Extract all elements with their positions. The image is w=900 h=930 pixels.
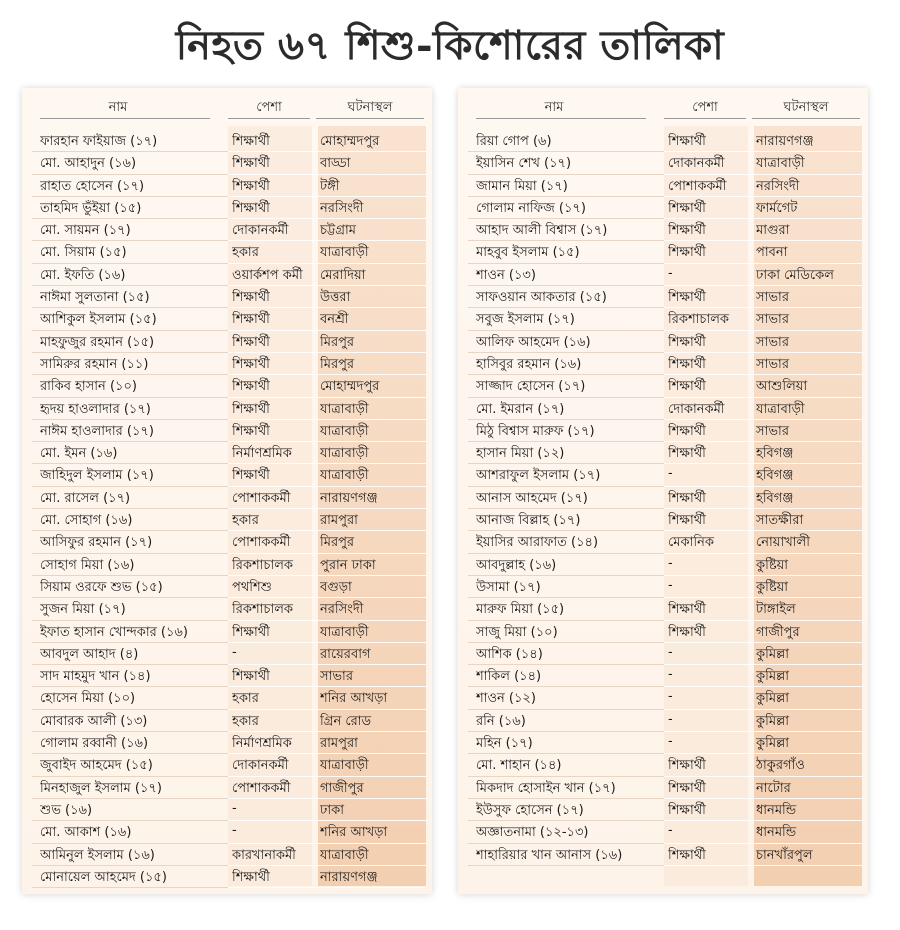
cell-name: সাজ্জাদ হোসেন (১৭) xyxy=(476,379,586,395)
cell-location: মিরপুর xyxy=(320,535,355,551)
cell-location: সাভার xyxy=(756,334,789,350)
cell-location: আশুলিয়া xyxy=(756,379,808,395)
cell-name: জুবাইদ আহমেদ (১৫) xyxy=(40,758,153,774)
cell-name: মো. শাহান (১৪) xyxy=(476,758,562,774)
cell-location: ফার্মগেট xyxy=(756,200,798,216)
cell-occupation: শিক্ষার্থী xyxy=(232,312,270,328)
cell-name: অজ্ঞাতনামা (১২-১৩) xyxy=(476,825,589,841)
cell-location: যাত্রাবাড়ী xyxy=(320,423,369,439)
cell-location: মিরপুর xyxy=(320,334,355,350)
cell-occupation: - xyxy=(668,711,673,727)
cell-name: শাওন (১২) xyxy=(476,691,536,707)
table-row xyxy=(22,442,432,464)
cell-occupation: শিক্ষার্থী xyxy=(668,290,706,306)
table-row xyxy=(22,375,432,397)
right-table xyxy=(458,88,868,894)
cell-occupation: শিক্ষার্থী xyxy=(668,446,706,462)
cell-occupation: শিক্ষার্থী xyxy=(232,669,270,685)
table-header xyxy=(458,88,868,126)
cell-location: গাজীপুর xyxy=(756,624,800,640)
table-row xyxy=(22,152,432,174)
cell-occupation: শিক্ষার্থী xyxy=(668,490,706,506)
table-row xyxy=(458,531,868,553)
cell-occupation: দোকানকর্মী xyxy=(668,401,725,417)
cell-location: হবিগঞ্জ xyxy=(756,490,794,506)
cell-name: নাঈমা সুলতানা (১৫) xyxy=(40,290,150,306)
cell-location: যাত্রাবাড়ী xyxy=(320,468,369,484)
cell-name: হোসেন মিয়া (১০) xyxy=(40,691,136,707)
table-row xyxy=(458,576,868,598)
row-divider xyxy=(32,887,228,888)
header-underline xyxy=(40,118,210,119)
cell-location: হবিগঞ্জ xyxy=(756,468,794,484)
left-table xyxy=(22,88,432,894)
cell-location: কুমিল্লা xyxy=(756,669,790,685)
table-row xyxy=(458,464,868,486)
cell-location: বাড্ডা xyxy=(320,156,351,172)
header-underline xyxy=(316,118,424,119)
cell-occupation: - xyxy=(668,667,673,683)
table-row xyxy=(22,665,432,687)
cell-occupation: শিক্ষার্থী xyxy=(668,602,706,618)
cell-occupation: শিক্ষার্থী xyxy=(232,290,270,306)
cell-occupation: - xyxy=(668,734,673,750)
cell-name: আবদুল আহাদ (৪) xyxy=(40,646,139,662)
table-row xyxy=(458,308,868,330)
header-name: নাম xyxy=(108,100,128,115)
table-row xyxy=(458,687,868,709)
table-row xyxy=(22,264,432,286)
cell-name: সাজু মিয়া (১০) xyxy=(476,624,558,640)
table-row xyxy=(458,732,868,754)
cell-name: মাহফুজুর রহমান (১৫) xyxy=(40,334,155,350)
cell-occupation: রিকশাচালক xyxy=(668,312,729,328)
cell-name: নাঈম হাওলাদার (১৭) xyxy=(40,423,154,439)
cell-occupation: শিক্ষার্থী xyxy=(668,847,706,863)
cell-occupation: শিক্ষার্থী xyxy=(668,624,706,640)
cell-name: জাহিদুল ইসলাম (১৭) xyxy=(40,468,154,484)
cell-location: উত্তরা xyxy=(320,290,351,306)
cell-location: শনির আখড়া xyxy=(320,825,388,841)
cell-name: হৃদয় হাওলাদার (১৭) xyxy=(40,401,151,417)
cell-occupation: শিক্ষার্থী xyxy=(232,423,270,439)
cell-location: ঢাকা মেডিকেল xyxy=(756,267,834,283)
table-row xyxy=(22,464,432,486)
table-row xyxy=(22,687,432,709)
cell-occupation: শিক্ষার্থী xyxy=(668,423,706,439)
cell-occupation: শিক্ষার্থী xyxy=(668,513,706,529)
cell-location: মিরপুর xyxy=(320,356,355,372)
cell-name: আশিক (১৪) xyxy=(476,646,543,662)
cell-occupation: - xyxy=(668,577,673,593)
table-row xyxy=(458,331,868,353)
cell-occupation: শিক্ষার্থী xyxy=(232,134,270,149)
cell-location: নোয়াখালী xyxy=(756,535,810,551)
table-row xyxy=(458,643,868,665)
cell-name: আনাজ বিল্লাহ (১৭) xyxy=(476,513,581,529)
cell-occupation: হকার xyxy=(232,513,259,529)
cell-location: নাটোর xyxy=(756,780,791,796)
header-location: ঘটনাস্থল xyxy=(347,100,393,115)
cell-name: সাদ মাহমুদ খান (১৪) xyxy=(40,669,151,685)
cell-occupation: শিক্ষার্থী xyxy=(668,200,706,216)
table-row xyxy=(22,197,432,219)
cell-location: সাভার xyxy=(756,356,789,372)
cell-location: যাত্রাবাড়ী xyxy=(756,401,805,417)
cell-occupation: পোশাককর্মী xyxy=(668,178,727,194)
cell-name: আনাস আহমেদ (১৭) xyxy=(476,490,588,506)
table-row xyxy=(22,509,432,531)
cell-location: কুমিল্লা xyxy=(756,713,790,729)
header-occupation: পেশা xyxy=(692,100,718,115)
table-row xyxy=(22,531,432,553)
cell-occupation: দোকানকর্মী xyxy=(668,156,725,172)
cell-occupation: শিক্ষার্থী xyxy=(668,379,706,395)
table-header xyxy=(22,88,432,126)
cell-occupation: - xyxy=(668,644,673,660)
cell-occupation: হকার xyxy=(232,713,259,729)
cell-location: সাভার xyxy=(320,669,353,685)
cell-location: কুষ্টিয়া xyxy=(756,579,789,595)
table-row xyxy=(22,308,432,330)
cell-occupation: শিক্ষার্থী xyxy=(232,356,270,372)
table-row xyxy=(458,821,868,843)
cell-name: সবুজ ইসলাম (১৭) xyxy=(476,312,575,328)
header-underline xyxy=(664,118,746,119)
cell-occupation: শিক্ষার্থী xyxy=(668,780,706,796)
cell-occupation: মেকানিক xyxy=(668,535,714,551)
table-row xyxy=(458,754,868,776)
cell-location: নারায়ণগঞ্জ xyxy=(756,134,814,149)
header-underline xyxy=(228,118,310,119)
cell-location: ঠাকুরগাঁও xyxy=(756,758,805,774)
cell-location: গাজীপুর xyxy=(320,780,364,796)
cell-occupation: শিক্ষার্থী xyxy=(232,401,270,417)
cell-occupation: শিক্ষার্থী xyxy=(668,245,706,261)
cell-location: নরসিংদী xyxy=(320,200,364,216)
table-row xyxy=(22,866,432,888)
cell-location: যাত্রাবাড়ী xyxy=(320,847,369,863)
cell-occupation: শিক্ষার্থী xyxy=(668,134,706,149)
cell-location: বগুড়া xyxy=(320,579,352,595)
cell-name: মো. সায়মন (১৭) xyxy=(40,223,131,239)
cell-occupation: শিক্ষার্থী xyxy=(232,178,270,194)
cell-location: মেরাদিয়া xyxy=(320,267,366,283)
table-row xyxy=(458,152,868,174)
cell-name: শাকিল (১৪) xyxy=(476,669,542,685)
cell-location: নারায়ণগঞ্জ xyxy=(320,869,378,885)
table-row xyxy=(458,777,868,799)
cell-name: মো. ইমন (১৬) xyxy=(40,446,118,462)
table-row xyxy=(22,598,432,620)
cell-name: মো. আহাদুন (১৬) xyxy=(40,156,137,172)
cell-occupation: শিক্ষার্থী xyxy=(668,334,706,350)
cell-name: আসিফুর রহমান (১৭) xyxy=(40,535,153,551)
cell-location: সাভার xyxy=(756,423,789,439)
table-row xyxy=(22,420,432,442)
cell-occupation: নির্মাণশ্রমিক xyxy=(232,736,292,752)
table-row xyxy=(458,420,868,442)
cell-name: মিনহাজুল ইসলাম (১৭) xyxy=(40,780,162,796)
cell-name: মিকদাদ হোসাইন খান (১৭) xyxy=(476,780,616,796)
table-body xyxy=(458,130,868,866)
cell-name: সামিরুর রহমান (১১) xyxy=(40,356,149,372)
cell-name: আমিনুল ইসলাম (১৬) xyxy=(40,847,155,863)
cell-name: আলিফ আহমেদ (১৬) xyxy=(476,334,591,350)
cell-name: মহিন (১৭) xyxy=(476,736,533,752)
table-row xyxy=(22,777,432,799)
cell-name: গোলাম রব্বানী (১৬) xyxy=(40,736,149,752)
header-location: ঘটনাস্থল xyxy=(783,100,829,115)
table-row xyxy=(458,130,868,152)
table-row xyxy=(22,219,432,241)
cell-occupation: - xyxy=(668,555,673,571)
cell-occupation: শিক্ষার্থী xyxy=(668,802,706,818)
cell-location: শনির আখড়া xyxy=(320,691,388,707)
cell-name: তাহমিদ ভুঁইয়া (১৫) xyxy=(40,200,142,216)
cell-location: যাত্রাবাড়ী xyxy=(320,446,369,462)
cell-name: শাহারিয়ার খান আনাস (১৬) xyxy=(476,847,623,863)
cell-location: চট্টগ্রাম xyxy=(320,223,356,239)
cell-name: সুজন মিয়া (১৭) xyxy=(40,602,126,618)
cell-name: ইয়াসির আরাফাত (১৪) xyxy=(476,535,599,551)
header-underline xyxy=(752,118,860,119)
table-row xyxy=(22,353,432,375)
cell-name: মোবারক আলী (১৩) xyxy=(40,713,148,729)
table-row xyxy=(22,175,432,197)
table-row xyxy=(458,286,868,308)
table-row xyxy=(22,710,432,732)
cell-name: মো. সোহাগ (১৬) xyxy=(40,513,133,529)
cell-name: সাফওয়ান আকতার (১৫) xyxy=(476,290,607,306)
table-row xyxy=(22,554,432,576)
cell-location: পুরান ঢাকা xyxy=(320,557,376,573)
cell-occupation: শিক্ষার্থী xyxy=(232,200,270,216)
cell-occupation: শিক্ষার্থী xyxy=(668,356,706,372)
cell-occupation: শিক্ষার্থী xyxy=(232,156,270,172)
cell-name: আহাদ আলী বিশ্বাস (১৭) xyxy=(476,223,608,239)
cell-occupation: - xyxy=(668,689,673,705)
cell-occupation: ওয়ার্কশপ কর্মী xyxy=(232,267,303,283)
cell-location: ধানমন্ডি xyxy=(756,825,797,841)
table-row xyxy=(22,821,432,843)
cell-location: মোহাম্মদপুর xyxy=(320,379,380,395)
table-row xyxy=(22,732,432,754)
cell-name: ইফাত হাসান খোন্দকার (১৬) xyxy=(40,624,188,640)
cell-name: মো. রাসেল (১৭) xyxy=(40,490,131,506)
cell-name: উসামা (১৭) xyxy=(476,579,541,595)
cell-name: ইউসুফ হোসেন (১৭) xyxy=(476,802,584,818)
cell-location: রামপুরা xyxy=(320,513,358,529)
table-row xyxy=(458,442,868,464)
cell-name: জামান মিয়া (১৭) xyxy=(476,178,568,194)
table-body xyxy=(22,130,432,888)
cell-location: গ্রিন রোড xyxy=(320,713,372,729)
table-row xyxy=(458,665,868,687)
cell-location: সাতক্ষীরা xyxy=(756,513,804,529)
cell-name: মারুফ মিয়া (১৫) xyxy=(476,602,565,618)
cell-occupation: হকার xyxy=(232,245,259,261)
cell-location: মাগুরা xyxy=(756,223,790,239)
table-row xyxy=(458,621,868,643)
cell-occupation: - xyxy=(232,800,237,816)
cell-location: টঙ্গী xyxy=(320,178,340,194)
cell-name: মো. সিয়াম (১৫) xyxy=(40,245,127,261)
cell-name: মো. আকাশ (১৬) xyxy=(40,825,132,841)
table-row xyxy=(458,197,868,219)
table-row xyxy=(458,241,868,263)
table-row xyxy=(458,219,868,241)
cell-occupation: হকার xyxy=(232,691,259,707)
cell-occupation: শিক্ষার্থী xyxy=(232,334,270,350)
cell-location: হবিগঞ্জ xyxy=(756,446,794,462)
cell-occupation: নির্মাণশ্রমিক xyxy=(232,446,292,462)
page-title: নিহত ৬৭ শিশু-কিশোরের তালিকা xyxy=(175,22,725,69)
cell-occupation: কারখানাকর্মী xyxy=(232,847,296,863)
cell-name: সোহাগ মিয়া (১৬) xyxy=(40,557,135,573)
table-row xyxy=(458,264,868,286)
cell-location: ঢাকা xyxy=(320,802,344,818)
cell-location: ধানমন্ডি xyxy=(756,802,797,818)
cell-name: মাহবুব ইসলাম (১৫) xyxy=(476,245,580,261)
table-row xyxy=(458,710,868,732)
table-row xyxy=(458,175,868,197)
table-row xyxy=(22,754,432,776)
cell-name: মো. ইফতি (১৬) xyxy=(40,267,126,283)
cell-occupation: দোকানকর্মী xyxy=(232,758,289,774)
cell-occupation: পোশাককর্মী xyxy=(232,490,291,506)
header-occupation: পেশা xyxy=(256,100,282,115)
header-name: নাম xyxy=(544,100,564,115)
cell-name: আশিকুল ইসলাম (১৫) xyxy=(40,312,157,328)
table-row xyxy=(458,554,868,576)
table-row xyxy=(458,598,868,620)
table-row xyxy=(22,643,432,665)
cell-name: মোনায়েল আহমেদ (১৫) xyxy=(40,869,167,885)
table-row xyxy=(458,487,868,509)
cell-location: যাত্রাবাড়ী xyxy=(320,401,369,417)
cell-name: রিয়া গোপ (৬) xyxy=(476,134,552,149)
cell-location: সাভার xyxy=(756,312,789,328)
cell-occupation: পোশাককর্মী xyxy=(232,780,291,796)
cell-name: সিয়াম ওরফে শুভ (১৫) xyxy=(40,579,163,595)
cell-occupation: রিকশাচালক xyxy=(232,602,293,618)
table-row xyxy=(22,398,432,420)
cell-name: রাহাত হোসেন (১৭) xyxy=(40,178,145,194)
table-row xyxy=(22,621,432,643)
cell-occupation: রিকশাচালক xyxy=(232,557,293,573)
cell-location: নরসিংদী xyxy=(756,178,800,194)
cell-occupation: - xyxy=(232,644,237,660)
cell-location: চানখাঁরপুল xyxy=(756,847,813,863)
cell-occupation: - xyxy=(668,466,673,482)
cell-location: নারায়ণগঞ্জ xyxy=(320,490,378,506)
table-row xyxy=(22,799,432,821)
table-row xyxy=(458,375,868,397)
cell-occupation: - xyxy=(668,823,673,839)
cell-name: শুভ (১৬) xyxy=(40,802,93,818)
cell-location: মোহাম্মদপুর xyxy=(320,134,380,149)
cell-location: রামপুরা xyxy=(320,736,358,752)
cell-occupation: শিক্ষার্থী xyxy=(232,468,270,484)
cell-location: যাত্রাবাড়ী xyxy=(320,758,369,774)
cell-occupation: শিক্ষার্থী xyxy=(232,379,270,395)
cell-name: রাকিব হাসান (১০) xyxy=(40,379,137,395)
cell-location: কুমিল্লা xyxy=(756,691,790,707)
cell-location: বনশ্রী xyxy=(320,312,349,328)
cell-location: নরসিংদী xyxy=(320,602,364,618)
cell-occupation: - xyxy=(668,265,673,281)
cell-location: যাত্রাবাড়ী xyxy=(320,624,369,640)
cell-occupation: শিক্ষার্থী xyxy=(668,758,706,774)
row-divider xyxy=(468,865,664,866)
table-row xyxy=(458,799,868,821)
cell-name: রনি (১৬) xyxy=(476,713,526,729)
cell-occupation: পথশিশু xyxy=(232,579,272,595)
cell-name: গোলাম নাফিজ (১৭) xyxy=(476,200,586,216)
cell-name: মো. ইমরান (১৭) xyxy=(476,401,565,417)
table-row xyxy=(22,487,432,509)
cell-location: যাত্রাবাড়ী xyxy=(320,245,369,261)
cell-location: কুমিল্লা xyxy=(756,646,790,662)
table-row xyxy=(458,398,868,420)
table-row xyxy=(458,844,868,866)
cell-location: রায়েরবাগ xyxy=(320,646,371,662)
cell-occupation: পোশাককর্মী xyxy=(232,535,291,551)
table-row xyxy=(22,576,432,598)
cell-name: আবদুল্লাহ (১৬) xyxy=(476,557,557,573)
cell-name: মিঠু বিশ্বাস মারুফ (১৭) xyxy=(476,423,595,439)
cell-name: ইয়াসিন শেখ (১৭) xyxy=(476,156,572,172)
cell-occupation: শিক্ষার্থী xyxy=(668,223,706,239)
table-row xyxy=(22,130,432,152)
table-row xyxy=(22,286,432,308)
cell-occupation: শিক্ষার্থী xyxy=(232,624,270,640)
cell-location: যাত্রাবাড়ী xyxy=(756,156,805,172)
table-row xyxy=(22,844,432,866)
table-row xyxy=(458,353,868,375)
cell-name: হাসিবুর রহমান (১৬) xyxy=(476,356,582,372)
cell-location: টাঙ্গাইল xyxy=(756,602,796,618)
table-row xyxy=(458,509,868,531)
cell-occupation: শিক্ষার্থী xyxy=(232,869,270,885)
cell-location: কুষ্টিয়া xyxy=(756,557,789,573)
cell-name: হাসান মিয়া (১২) xyxy=(476,446,565,462)
table-row xyxy=(22,331,432,353)
cell-location: সাভার xyxy=(756,290,789,306)
cell-name: ফারহান ফাইয়াজ (১৭) xyxy=(40,134,158,149)
cell-name: আশরাফুল ইসলাম (১৭) xyxy=(476,468,601,484)
cell-occupation: - xyxy=(232,823,237,839)
table-row xyxy=(22,241,432,263)
header-underline xyxy=(476,118,646,119)
cell-name: শাওন (১৩) xyxy=(476,267,536,283)
cell-location: পাবনা xyxy=(756,245,788,261)
cell-occupation: দোকানকর্মী xyxy=(232,223,289,239)
cell-location: কুমিল্লা xyxy=(756,736,790,752)
